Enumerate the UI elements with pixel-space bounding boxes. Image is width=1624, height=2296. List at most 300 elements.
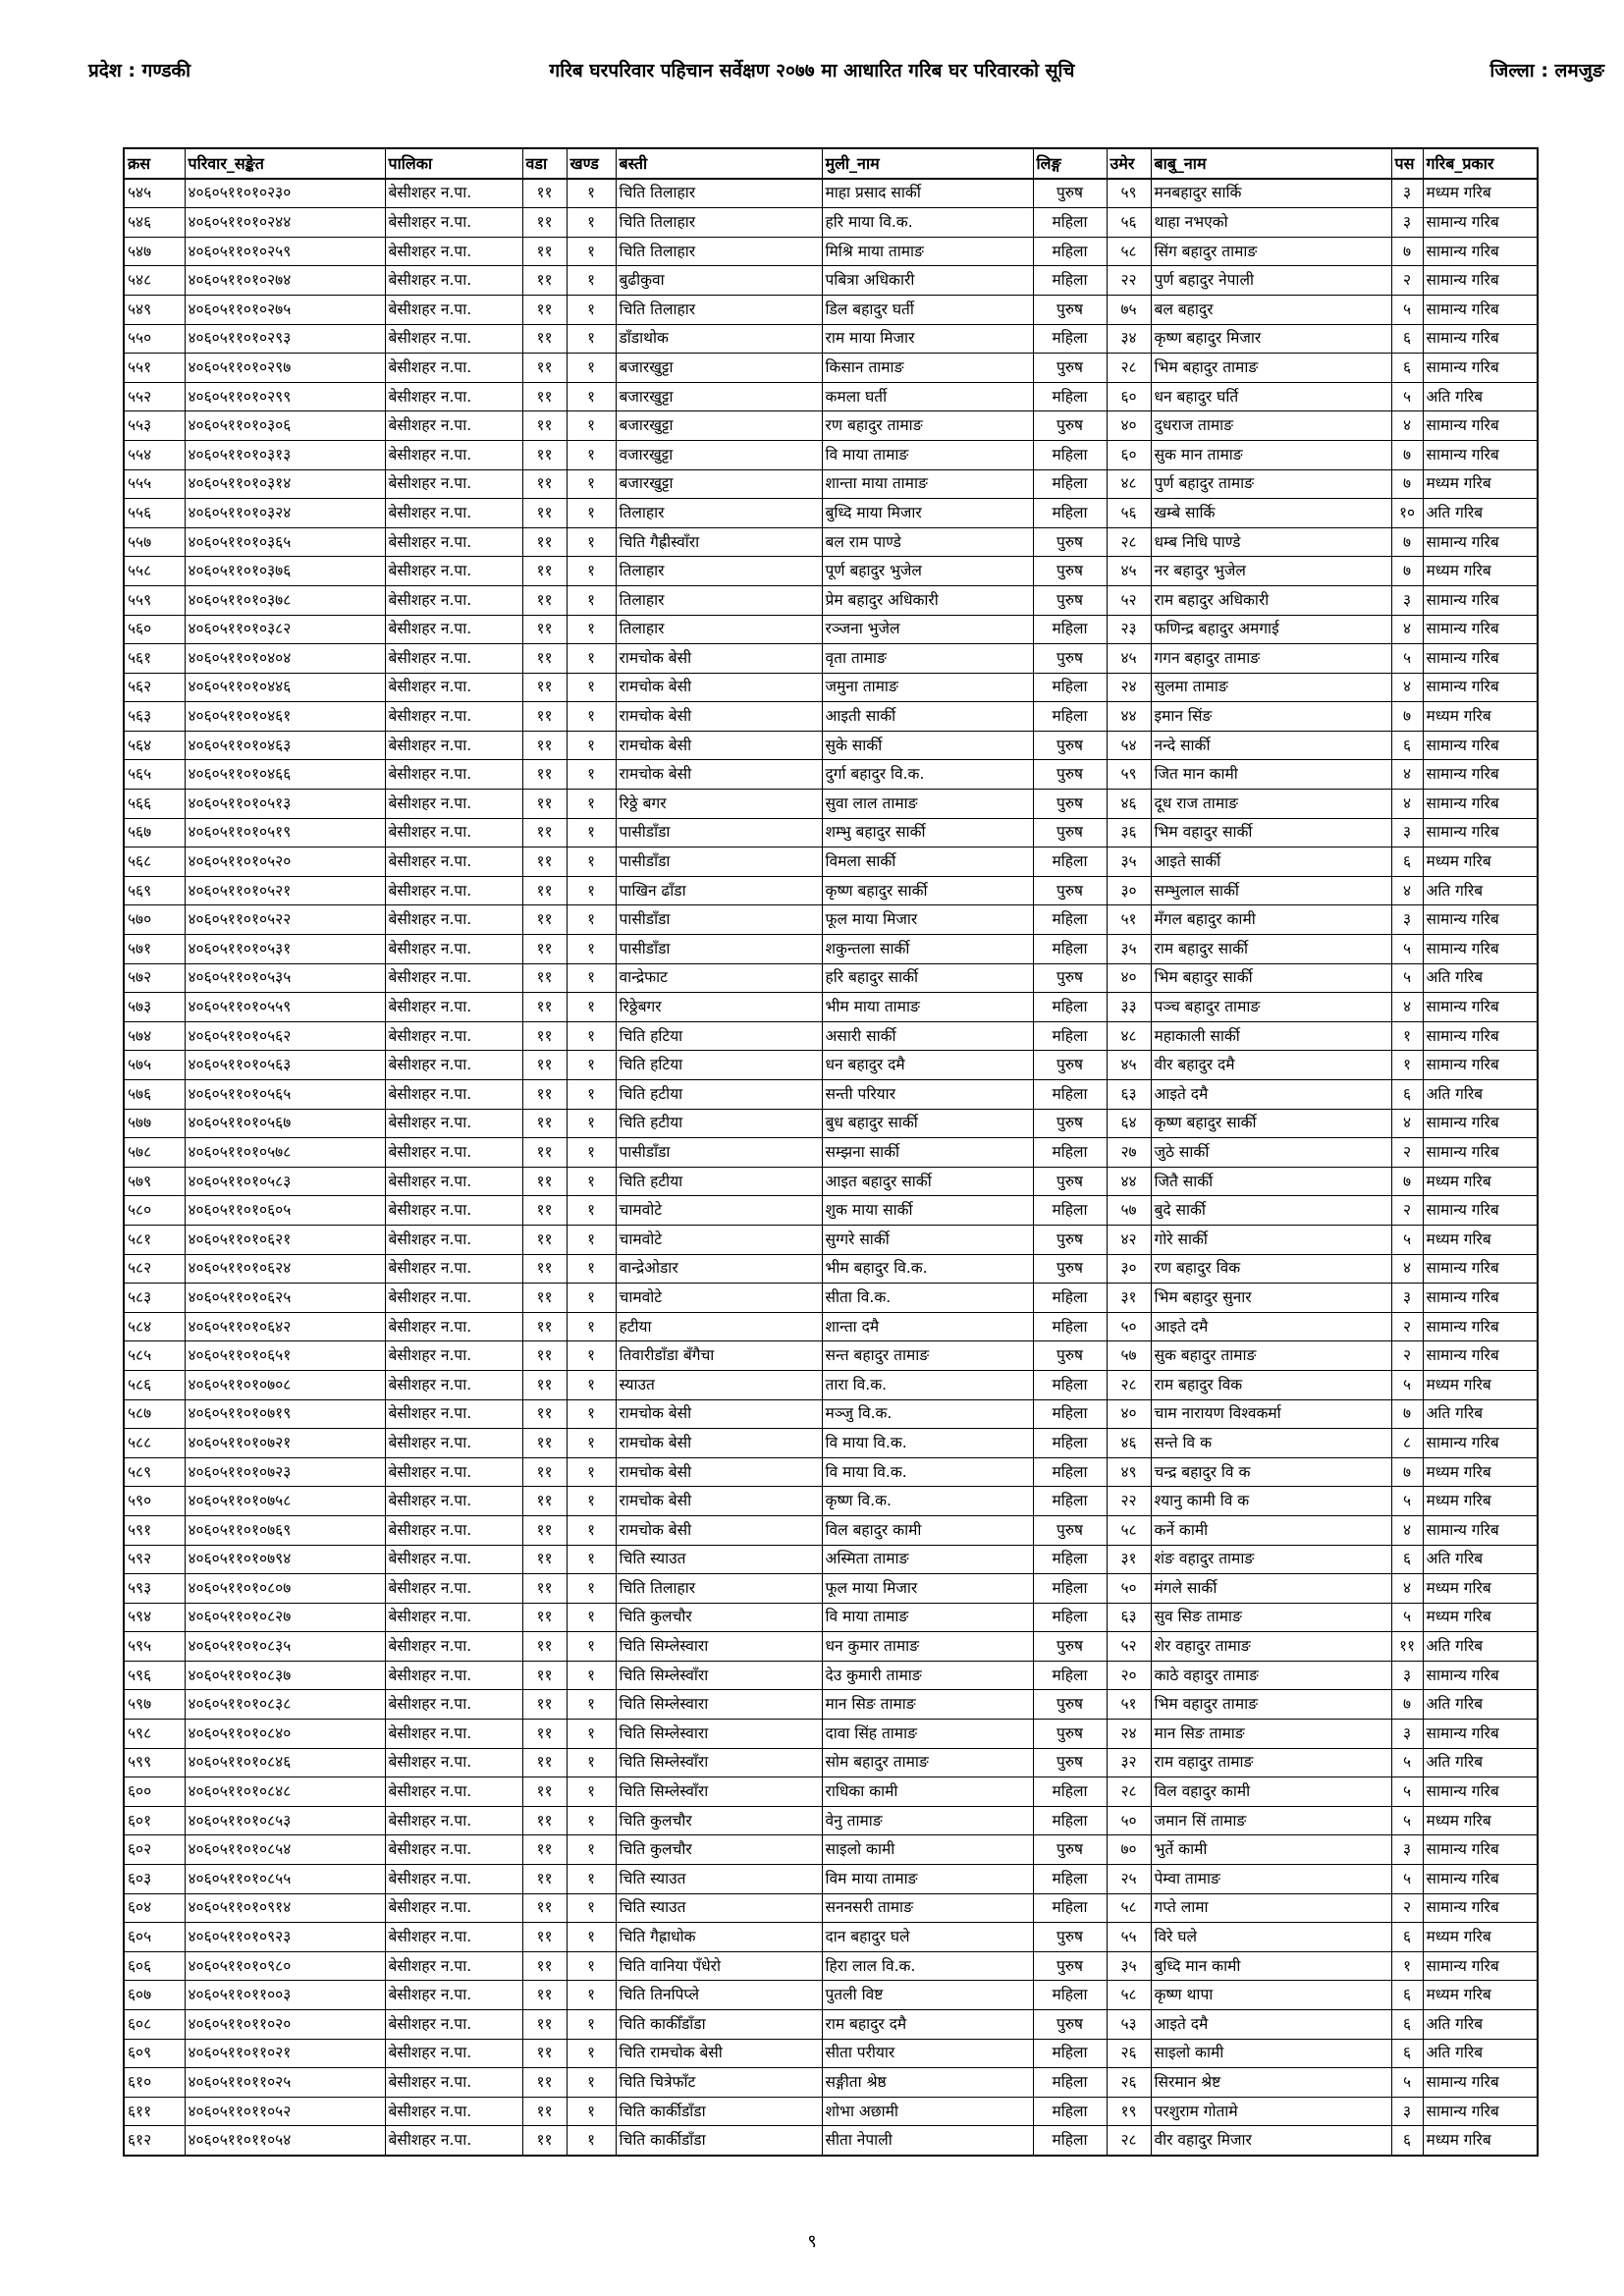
poverty-type-cell: सामान्य गरिब (1423, 527, 1538, 557)
block-cell: १ (567, 673, 616, 702)
municipality-cell: बेसीशहर न.पा. (385, 1923, 522, 1952)
settlement-cell: चामवोटे (616, 1196, 822, 1226)
head-name-cell: राम बहादुर दमै (822, 2010, 1033, 2040)
ward-cell: ११ (522, 266, 567, 296)
gender-cell: पुरुष (1033, 790, 1107, 819)
age-cell: ३४ (1107, 324, 1151, 354)
members-cell: १० (1391, 499, 1423, 528)
head-name-cell: दान बहादुर घले (822, 1923, 1033, 1952)
members-cell: ५ (1391, 1806, 1423, 1835)
household-code-cell: ४०६०५११०११०५२ (185, 2097, 385, 2126)
household-code-cell: ४०६०५११०१०८४८ (185, 1777, 385, 1807)
poverty-type-cell: मध्यम गरिब (1423, 1981, 1538, 2010)
serial-cell: ६१० (124, 2068, 185, 2098)
serial-cell: ५८६ (124, 1370, 185, 1399)
table-row (124, 1981, 1538, 2010)
municipality-cell: बेसीशहर न.पा. (385, 1051, 522, 1080)
age-cell: ५९ (1107, 760, 1151, 790)
gender-cell: पुरुष (1033, 1254, 1107, 1284)
settlement-cell: पाखिन ढाँडा (616, 876, 822, 905)
poverty-type-cell: सामान्य गरिब (1423, 1138, 1538, 1168)
table-header-row (124, 148, 1538, 179)
members-cell: ६ (1391, 2126, 1423, 2156)
poverty-type-cell: अति गरिब (1423, 1080, 1538, 1110)
head-name-cell: सुग्गरे सार्की (822, 1225, 1033, 1254)
poverty-type-cell: अति गरिब (1423, 2039, 1538, 2068)
ward-cell: ११ (522, 354, 567, 383)
gender-cell: महिला (1033, 324, 1107, 354)
age-cell: ३१ (1107, 1284, 1151, 1313)
gender-cell: महिला (1033, 1603, 1107, 1632)
age-cell: ६३ (1107, 1603, 1151, 1632)
poverty-type-cell: सामान्य गरिब (1423, 324, 1538, 354)
members-cell: ५ (1391, 1603, 1423, 1632)
municipality-cell: बेसीशहर न.पा. (385, 266, 522, 296)
municipality-cell: बेसीशहर न.पा. (385, 1457, 522, 1487)
gender-cell: महिला (1033, 266, 1107, 296)
block-cell: १ (567, 731, 616, 760)
head-name-cell: पबित्रा अधिकारी (822, 266, 1033, 296)
block-cell: १ (567, 1720, 616, 1749)
household-code-cell: ४०६०५११०१०६२१ (185, 1225, 385, 1254)
table-row (124, 1167, 1538, 1196)
serial-cell: ६१२ (124, 2126, 185, 2156)
age-cell: ३२ (1107, 1748, 1151, 1777)
father-name-cell: सिरमान श्रेष्ट (1151, 2068, 1391, 2098)
municipality-cell: बेसीशहर न.पा. (385, 2126, 522, 2156)
serial-cell: ५५६ (124, 499, 185, 528)
table-row (124, 1515, 1538, 1545)
head-name-cell: सननसरी तामाङ (822, 1893, 1033, 1923)
members-cell: ६ (1391, 1981, 1423, 2010)
table-row (124, 760, 1538, 790)
municipality-cell: बेसीशहर न.पा. (385, 993, 522, 1022)
ward-cell: ११ (522, 1341, 567, 1371)
household-code-cell: ४०६०५११०१०६५१ (185, 1341, 385, 1371)
settlement-cell: रामचोक बेसी (616, 760, 822, 790)
serial-cell: ५७४ (124, 1021, 185, 1051)
household-code-cell: ४०६०५११०१०५१९ (185, 818, 385, 847)
table-row (124, 1865, 1538, 1894)
age-cell: २३ (1107, 615, 1151, 644)
age-cell: ५६ (1107, 499, 1151, 528)
serial-cell: ५४६ (124, 208, 185, 238)
age-cell: २७ (1107, 1138, 1151, 1168)
gender-cell: महिला (1033, 1021, 1107, 1051)
poverty-type-cell: अति गरिब (1423, 1690, 1538, 1720)
serial-cell: ५५४ (124, 440, 185, 469)
col-header: खण्ड (567, 148, 616, 179)
table-row (124, 1196, 1538, 1226)
municipality-cell: बेसीशहर न.पा. (385, 1399, 522, 1429)
serial-cell: ५८१ (124, 1225, 185, 1254)
father-name-cell: थाहा नभएको (1151, 208, 1391, 238)
poverty-type-cell: अति गरिब (1423, 1632, 1538, 1662)
members-cell: ६ (1391, 2010, 1423, 2040)
poverty-type-cell: सामान्य गरिब (1423, 1254, 1538, 1284)
age-cell: ६३ (1107, 1080, 1151, 1110)
table-row (124, 2068, 1538, 2098)
ward-cell: ११ (522, 615, 567, 644)
poverty-type-cell: सामान्य गरिब (1423, 1661, 1538, 1690)
poverty-type-cell: मध्यम गरिब (1423, 179, 1538, 208)
serial-cell: ५५० (124, 324, 185, 354)
table-row (124, 2126, 1538, 2156)
poverty-type-cell: सामान्य गरिब (1423, 993, 1538, 1022)
municipality-cell: बेसीशहर न.पा. (385, 1690, 522, 1720)
poverty-type-cell: मध्यम गरिब (1423, 847, 1538, 877)
settlement-cell: रामचोक बेसी (616, 702, 822, 732)
municipality-cell: बेसीशहर न.पा. (385, 324, 522, 354)
head-name-cell: आइती सार्की (822, 702, 1033, 732)
poverty-type-cell: सामान्य गरिब (1423, 1284, 1538, 1313)
block-cell: १ (567, 354, 616, 383)
block-cell: १ (567, 993, 616, 1022)
father-name-cell: आइते दमै (1151, 2010, 1391, 2040)
age-cell: २४ (1107, 1720, 1151, 1749)
settlement-cell: रामचोक बेसी (616, 1515, 822, 1545)
age-cell: ३५ (1107, 847, 1151, 877)
ward-cell: ११ (522, 1574, 567, 1604)
poverty-type-cell: अति गरिब (1423, 382, 1538, 411)
poverty-type-cell: मध्यम गरिब (1423, 1603, 1538, 1632)
members-cell: ५ (1391, 382, 1423, 411)
settlement-cell: वजारखुट्टा (616, 440, 822, 469)
block-cell: १ (567, 935, 616, 964)
father-name-cell: जमान सिं तामाङ (1151, 1806, 1391, 1835)
members-cell: ३ (1391, 208, 1423, 238)
gender-cell: महिला (1033, 440, 1107, 469)
ward-cell: ११ (522, 499, 567, 528)
gender-cell: महिला (1033, 1777, 1107, 1807)
household-code-cell: ४०६०५११०१०८२७ (185, 1603, 385, 1632)
ward-cell: ११ (522, 1138, 567, 1168)
settlement-cell: तिलाहार (616, 585, 822, 615)
settlement-cell: चिति तिलाहार (616, 237, 822, 266)
age-cell: ४९ (1107, 1457, 1151, 1487)
municipality-cell: बेसीशहर न.पा. (385, 905, 522, 935)
table-row (124, 876, 1538, 905)
block-cell: १ (567, 1603, 616, 1632)
members-cell: ४ (1391, 993, 1423, 1022)
household-code-cell: ४०६०५११०१०८५४ (185, 1835, 385, 1865)
members-cell: ७ (1391, 702, 1423, 732)
block-cell: १ (567, 1981, 616, 2010)
table-row (124, 382, 1538, 411)
settlement-cell: चिति गैह्राधोक (616, 1923, 822, 1952)
serial-cell: ५८५ (124, 1341, 185, 1371)
block-cell: १ (567, 2097, 616, 2126)
municipality-cell: बेसीशहर न.पा. (385, 237, 522, 266)
settlement-cell: चिति तिलाहार (616, 1574, 822, 1604)
block-cell: १ (567, 1806, 616, 1835)
father-name-cell: जित मान कामी (1151, 760, 1391, 790)
municipality-cell: बेसीशहर न.पा. (385, 1603, 522, 1632)
father-name-cell: सन्ते वि क (1151, 1429, 1391, 1458)
father-name-cell: कृष्ण बहादुर सार्की (1151, 1109, 1391, 1138)
municipality-cell: बेसीशहर न.पा. (385, 2010, 522, 2040)
settlement-cell: चिति स्याउत (616, 1865, 822, 1894)
table-row (124, 324, 1538, 354)
gender-cell: महिला (1033, 499, 1107, 528)
members-cell: ६ (1391, 847, 1423, 877)
age-cell: २४ (1107, 673, 1151, 702)
settlement-cell: रामचोक बेसी (616, 644, 822, 674)
municipality-cell: बेसीशहर न.पा. (385, 527, 522, 557)
head-name-cell: राम माया मिजार (822, 324, 1033, 354)
household-code-cell: ४०६०५११०१०२७५ (185, 295, 385, 324)
father-name-cell: कृष्ण बहादुर मिजार (1151, 324, 1391, 354)
father-name-cell: भिम वहादुर तामाङ (1151, 1690, 1391, 1720)
ward-cell: ११ (522, 1399, 567, 1429)
municipality-cell: बेसीशहर न.पा. (385, 1574, 522, 1604)
poverty-type-cell: सामान्य गरिब (1423, 1835, 1538, 1865)
table-row (124, 1487, 1538, 1516)
municipality-cell: बेसीशहर न.पा. (385, 1951, 522, 1981)
poverty-type-cell: सामान्य गरिब (1423, 1021, 1538, 1051)
poverty-type-cell: सामान्य गरिब (1423, 673, 1538, 702)
col-header: क्रस (124, 148, 185, 179)
members-cell: ७ (1391, 1167, 1423, 1196)
father-name-cell: जुठे सार्की (1151, 1138, 1391, 1168)
serial-cell: ६०७ (124, 1981, 185, 2010)
head-name-cell: फूल माया मिजार (822, 1574, 1033, 1604)
age-cell: ३५ (1107, 1951, 1151, 1981)
municipality-cell: बेसीशहर न.पा. (385, 179, 522, 208)
table-row (124, 1051, 1538, 1080)
household-code-cell: ४०६०५११०११०५४ (185, 2126, 385, 2156)
district-label: जिल्ला : लमजुङ (1489, 60, 1604, 82)
serial-cell: ५४७ (124, 237, 185, 266)
poverty-type-cell: सामान्य गरिब (1423, 237, 1538, 266)
serial-cell: ५५३ (124, 411, 185, 441)
municipality-cell: बेसीशहर न.पा. (385, 1254, 522, 1284)
settlement-cell: चिति काकीँडाँडा (616, 2010, 822, 2040)
age-cell: ५० (1107, 1312, 1151, 1341)
poverty-type-cell: सामान्य गरिब (1423, 440, 1538, 469)
head-name-cell: मिश्रि माया तामाङ (822, 237, 1033, 266)
municipality-cell: बेसीशहर न.पा. (385, 499, 522, 528)
members-cell: ३ (1391, 818, 1423, 847)
gender-cell: महिला (1033, 1893, 1107, 1923)
members-cell: ७ (1391, 1457, 1423, 1487)
household-code-cell: ४०६०५११०१०४६६ (185, 760, 385, 790)
household-code-cell: ४०६०५११०१०२९३ (185, 324, 385, 354)
table-row (124, 993, 1538, 1022)
head-name-cell: सन्त बहादुर तामाङ (822, 1341, 1033, 1371)
ward-cell: ११ (522, 1865, 567, 1894)
settlement-cell: चिति तिलाहार (616, 179, 822, 208)
block-cell: १ (567, 847, 616, 877)
province-label: प्रदेश : गण्डकी (88, 60, 191, 82)
table-row (124, 702, 1538, 732)
poverty-type-cell: सामान्य गरिब (1423, 2068, 1538, 2098)
head-name-cell: बुध्दि माया मिजार (822, 499, 1033, 528)
table-row (124, 1632, 1538, 1662)
head-name-cell: आइत बहादुर सार्की (822, 1167, 1033, 1196)
poverty-type-cell: अति गरिब (1423, 963, 1538, 993)
table-row (124, 2039, 1538, 2068)
document-title: गरिब घरपरिवार पहिचान सर्वेक्षण २०७७ मा आधारित गरिब घर परिवारको सूचि (549, 60, 1075, 82)
age-cell: ५८ (1107, 1515, 1151, 1545)
members-cell: ३ (1391, 1284, 1423, 1313)
block-cell: १ (567, 2010, 616, 2040)
age-cell: २५ (1107, 1865, 1151, 1894)
table-row (124, 1225, 1538, 1254)
municipality-cell: बेसीशहर न.पा. (385, 1341, 522, 1371)
block-cell: १ (567, 1748, 616, 1777)
household-code-cell: ४०६०५११०१०५३५ (185, 963, 385, 993)
block-cell: १ (567, 295, 616, 324)
household-code-cell: ४०६०५११०१०२९९ (185, 382, 385, 411)
age-cell: ३१ (1107, 1545, 1151, 1574)
block-cell: १ (567, 615, 616, 644)
gender-cell: पुरुष (1033, 295, 1107, 324)
block-cell: १ (567, 1021, 616, 1051)
municipality-cell: बेसीशहर न.पा. (385, 963, 522, 993)
gender-cell: महिला (1033, 382, 1107, 411)
block-cell: १ (567, 1457, 616, 1487)
ward-cell: ११ (522, 1021, 567, 1051)
members-cell: ५ (1391, 1777, 1423, 1807)
gender-cell: महिला (1033, 1457, 1107, 1487)
gender-cell: महिला (1033, 1429, 1107, 1458)
head-name-cell: भीम बहादुर वि.क. (822, 1254, 1033, 1284)
head-name-cell: असारी सार्की (822, 1021, 1033, 1051)
municipality-cell: बेसीशहर न.पा. (385, 2097, 522, 2126)
serial-cell: ५९० (124, 1487, 185, 1516)
household-code-cell: ४०६०५११०१०३१३ (185, 440, 385, 469)
settlement-cell: चिति सिम्लेस्वाँरा (616, 1748, 822, 1777)
age-cell: ४८ (1107, 469, 1151, 499)
poverty-type-cell: अति गरिब (1423, 1399, 1538, 1429)
serial-cell: ५६६ (124, 790, 185, 819)
col-header: मुली_नाम (822, 148, 1033, 179)
members-cell: ४ (1391, 760, 1423, 790)
serial-cell: ५९२ (124, 1545, 185, 1574)
father-name-cell: रण बहादुर विक (1151, 1254, 1391, 1284)
block-cell: १ (567, 1429, 616, 1458)
father-name-cell: राम बहादुर सार्की (1151, 935, 1391, 964)
block-cell: १ (567, 1923, 616, 1952)
serial-cell: ५७८ (124, 1138, 185, 1168)
ward-cell: ११ (522, 237, 567, 266)
table-row (124, 818, 1538, 847)
father-name-cell: भिम बहादुर सुनार (1151, 1284, 1391, 1313)
ward-cell: ११ (522, 905, 567, 935)
serial-cell: ५७७ (124, 1109, 185, 1138)
block-cell: १ (567, 1167, 616, 1196)
father-name-cell: नर बहादुर भुजेल (1151, 557, 1391, 586)
father-name-cell: जितै सार्की (1151, 1167, 1391, 1196)
head-name-cell: शोभा अछामी (822, 2097, 1033, 2126)
table-row (124, 469, 1538, 499)
age-cell: ४५ (1107, 644, 1151, 674)
col-header: परिवार_सङ्केत (185, 148, 385, 179)
block-cell: १ (567, 1865, 616, 1894)
members-cell: ५ (1391, 1487, 1423, 1516)
block-cell: १ (567, 1196, 616, 1226)
father-name-cell: राम बहादुर अधिकारी (1151, 585, 1391, 615)
settlement-cell: चिति हटीया (616, 1167, 822, 1196)
ward-cell: ११ (522, 847, 567, 877)
members-cell: ५ (1391, 935, 1423, 964)
household-code-cell: ४०६०५११०१०२४४ (185, 208, 385, 238)
serial-cell: ५९१ (124, 1515, 185, 1545)
gender-cell: महिला (1033, 1661, 1107, 1690)
ward-cell: ११ (522, 1515, 567, 1545)
household-code-cell: ४०६०५११०१०७२१ (185, 1429, 385, 1458)
block-cell: १ (567, 237, 616, 266)
poverty-type-cell: सामान्य गरिब (1423, 266, 1538, 296)
members-cell: ५ (1391, 2068, 1423, 2098)
head-name-cell: धन कुमार तामाङ (822, 1632, 1033, 1662)
age-cell: २६ (1107, 2039, 1151, 2068)
members-cell: ६ (1391, 2039, 1423, 2068)
gender-cell: महिला (1033, 1487, 1107, 1516)
age-cell: ४८ (1107, 1021, 1151, 1051)
block-cell: १ (567, 1835, 616, 1865)
municipality-cell: बेसीशहर न.पा. (385, 1865, 522, 1894)
poverty-type-cell: सामान्य गरिब (1423, 585, 1538, 615)
col-header: गरिब_प्रकार (1423, 148, 1538, 179)
age-cell: ७५ (1107, 295, 1151, 324)
father-name-cell: विल वहादुर कामी (1151, 1777, 1391, 1807)
ward-cell: ११ (522, 2010, 567, 2040)
members-cell: ३ (1391, 1661, 1423, 1690)
father-name-cell: कृष्ण थापा (1151, 1981, 1391, 2010)
table-row (124, 2010, 1538, 2040)
serial-cell: ५८४ (124, 1312, 185, 1341)
settlement-cell: तिलाहार (616, 557, 822, 586)
head-name-cell: सन्ती परियार (822, 1080, 1033, 1110)
members-cell: ६ (1391, 731, 1423, 760)
table-row (124, 1021, 1538, 1051)
ward-cell: ११ (522, 1951, 567, 1981)
members-cell: ३ (1391, 179, 1423, 208)
head-name-cell: वि माया वि.क. (822, 1457, 1033, 1487)
age-cell: ५३ (1107, 2010, 1151, 2040)
age-cell: २६ (1107, 2068, 1151, 2098)
serial-cell: ५८२ (124, 1254, 185, 1284)
members-cell: ४ (1391, 1574, 1423, 1604)
father-name-cell: चन्द्र बहादुर वि क (1151, 1457, 1391, 1487)
serial-cell: ६०५ (124, 1923, 185, 1952)
household-code-cell: ४०६०५११०१०७०८ (185, 1370, 385, 1399)
ward-cell: ११ (522, 557, 567, 586)
poverty-type-cell: सामान्य गरिब (1423, 1429, 1538, 1458)
municipality-cell: बेसीशहर न.पा. (385, 1370, 522, 1399)
block-cell: १ (567, 2068, 616, 2098)
poverty-type-cell: मध्यम गरिब (1423, 1923, 1538, 1952)
table-row (124, 1951, 1538, 1981)
head-name-cell: रञ्जना भुजेल (822, 615, 1033, 644)
settlement-cell: चिति स्याउत (616, 1893, 822, 1923)
household-code-cell: ४०६०५११०१०८३८ (185, 1690, 385, 1720)
age-cell: ५८ (1107, 1981, 1151, 2010)
block-cell: १ (567, 1661, 616, 1690)
poverty-type-cell: मध्यम गरिब (1423, 1457, 1538, 1487)
gender-cell: पुरुष (1033, 1632, 1107, 1662)
ward-cell: ११ (522, 2126, 567, 2156)
serial-cell: ५५९ (124, 585, 185, 615)
head-name-cell: वृता तामाङ (822, 644, 1033, 674)
poverty-type-cell: सामान्य गरिब (1423, 905, 1538, 935)
municipality-cell: बेसीशहर न.पा. (385, 673, 522, 702)
table-row (124, 1720, 1538, 1749)
father-name-cell: खम्बे सार्कि (1151, 499, 1391, 528)
municipality-cell: बेसीशहर न.पा. (385, 760, 522, 790)
